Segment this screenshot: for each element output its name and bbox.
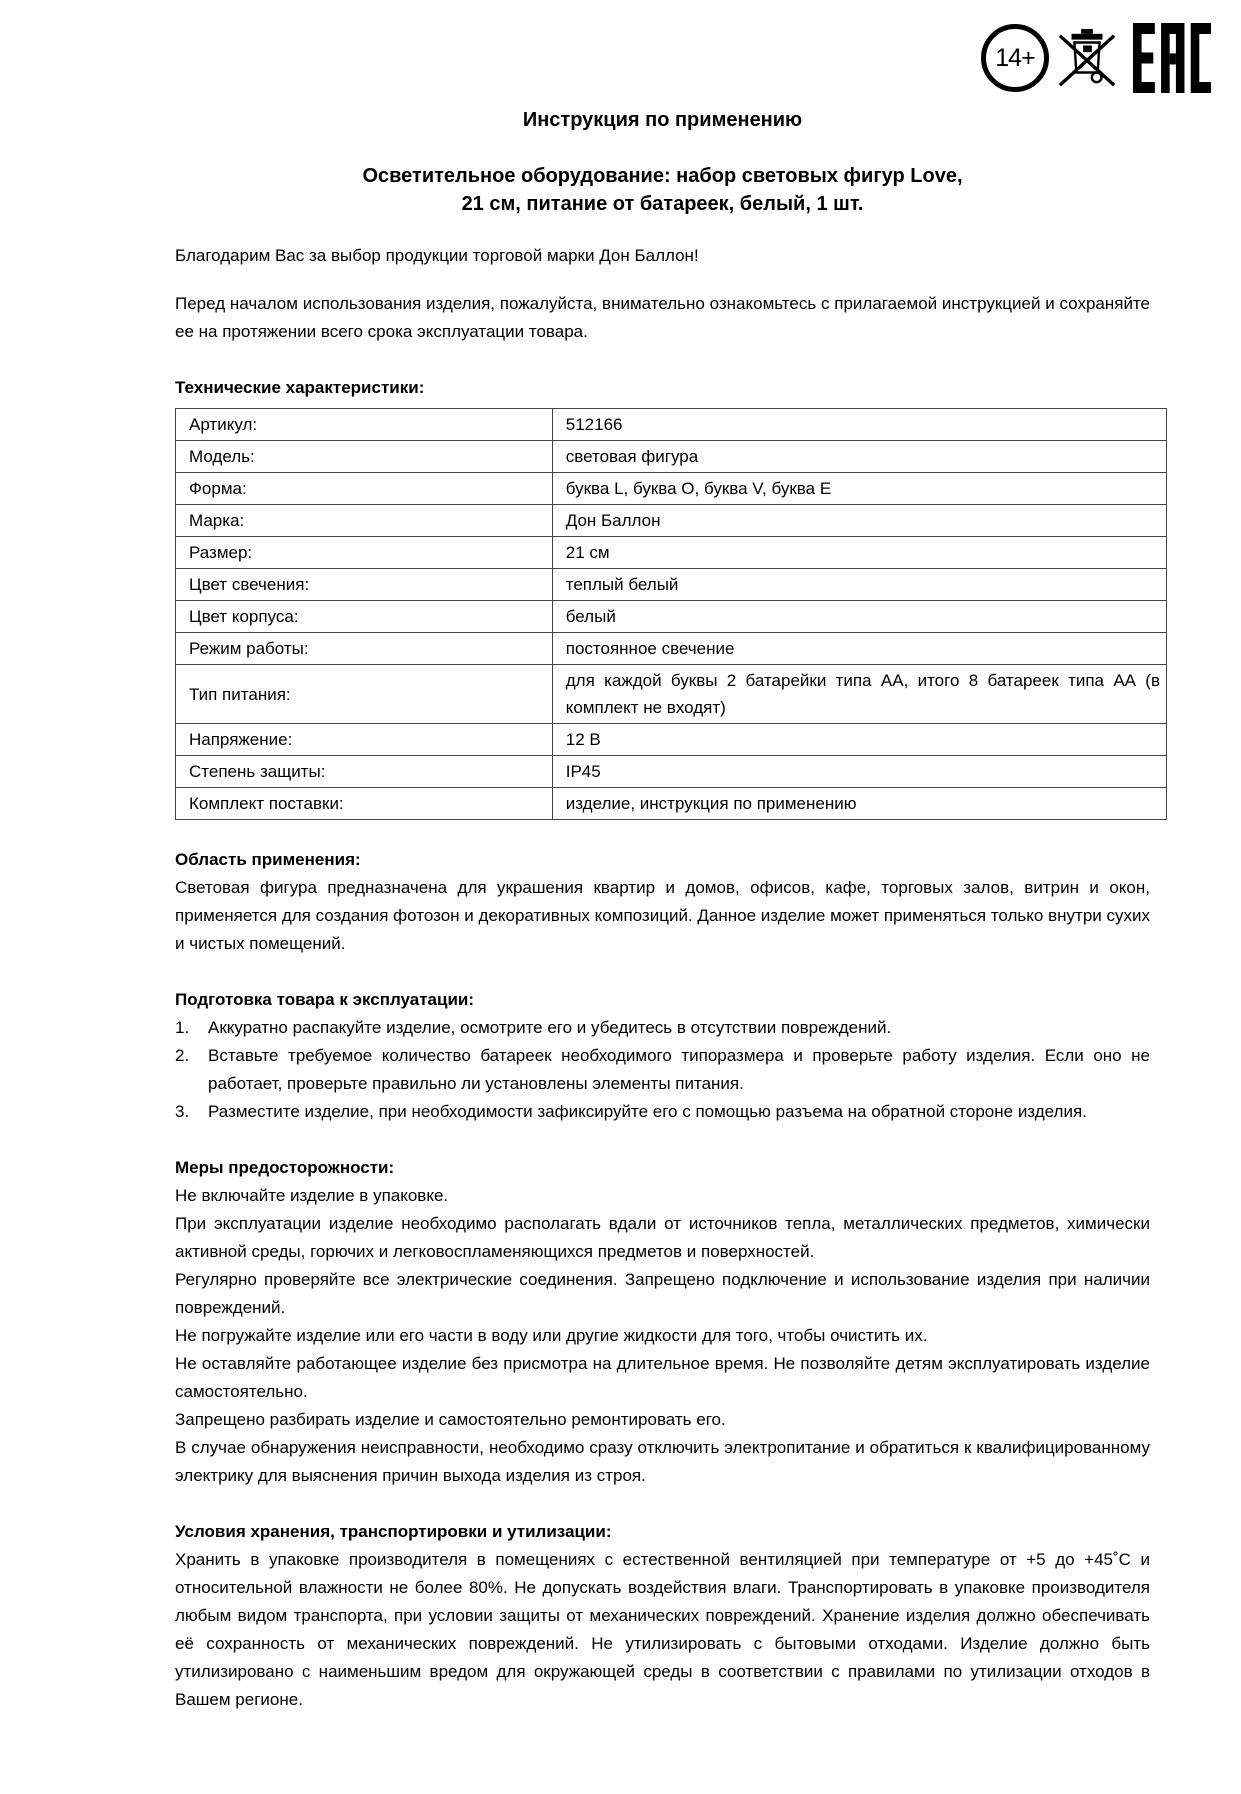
preparation-step	[175, 1042, 1150, 1098]
spec-label: Артикул:	[176, 409, 553, 441]
product-subtitle-line1: Осветительное оборудование: набор световых фигур Love,	[362, 165, 963, 187]
spec-row	[176, 441, 1167, 473]
specs-table	[175, 408, 1167, 820]
spec-label: Модель:	[176, 441, 553, 473]
application-heading: Область применения:	[175, 850, 361, 869]
spec-value: IP45	[552, 756, 1166, 788]
weee-crossed-out-bin-icon	[1057, 26, 1117, 90]
preparation-step	[175, 1014, 1150, 1042]
spec-label: Режим работы:	[176, 633, 553, 665]
thanks-paragraph: Благодарим Вас за выбор продукции торговой марки Дон Баллон!	[175, 246, 699, 265]
storage-heading: Условия хранения, транспортировки и утилизации:	[175, 1522, 612, 1541]
precaution-paragraph: Регулярно проверяйте все электрические соединения. Запрещено подключение и использование изделия при наличии повреждений.	[175, 1270, 1150, 1317]
spec-label: Форма:	[176, 473, 553, 505]
read-notice-paragraph: Перед началом использования изделия, пожалуйста, внимательно ознакомьтесь с прилагаемой инструкцией и сохраняйте ее на протяжении всего срока эксплуатации товара.	[175, 294, 1150, 341]
specs-table-body	[176, 409, 1167, 820]
preparation-step	[175, 1098, 1150, 1126]
spec-value: белый	[552, 601, 1166, 633]
storage-paragraph: Хранить в упаковке производителя в помещениях с естественной вентиляцией при температуре от +5 до +45˚С и относительной влажности не более 80%. Не допускать воздействия влаги. Транспортировать в упаковке производителя любым видом транспорта, при условии защиты от механических повреждений. Хранение изделия должно обеспечивать её сохранность от механических повреждений. Не утилизировать с бытовыми отходами. Изделие должно быть утилизировано с наименьшим вредом для окружающей среды в соответствии с правилами по утилизации отходов в Вашем регионе.	[175, 1550, 1150, 1709]
spec-value: 21 см	[552, 537, 1166, 569]
spec-label: Марка:	[176, 505, 553, 537]
step-text: Вставьте требуемое количество батареек необходимого типоразмера и проверьте работу изделия. Если оно не работает, проверьте правильно ли установлены элементы питания.	[208, 1046, 1150, 1093]
step-number: 3.	[175, 1102, 190, 1121]
spec-row	[176, 569, 1167, 601]
step-text: Разместите изделие, при необходимости зафиксируйте его с помощью разъема на обратной стороне изделия.	[208, 1102, 1087, 1121]
application-paragraph: Световая фигура предназначена для украшения квартир и домов, офисов, кафе, торговых залов, витрин и окон, применяется для создания фотозон и декоративных композиций. Данное изделие может применяться только внутри сухих и чистых помещений.	[175, 878, 1150, 953]
spec-value: 12 В	[552, 724, 1166, 756]
step-number: 1.	[175, 1018, 190, 1037]
spec-value: теплый белый	[552, 569, 1166, 601]
precaution-paragraph: При эксплуатации изделие необходимо располагать вдали от источников тепла, металлических предметов, химически активной среды, горючих и легковоспламеняющихся предметов и поверхностей.	[175, 1214, 1150, 1261]
age-rating-label: 14+	[995, 43, 1035, 72]
precaution-paragraph: Не погружайте изделие или его части в воду или другие жидкости для того, чтобы очистить их.	[175, 1326, 928, 1345]
spec-label: Цвет свечения:	[176, 569, 553, 601]
spec-row	[176, 409, 1167, 441]
spec-row	[176, 537, 1167, 569]
precaution-paragraph: Не включайте изделие в упаковке.	[175, 1186, 449, 1205]
spec-value: буква L, буква O, буква V, буква E	[552, 473, 1166, 505]
spec-row	[176, 665, 1167, 724]
preparation-heading: Подготовка товара к эксплуатации:	[175, 990, 475, 1009]
spec-label: Тип питания:	[176, 665, 553, 724]
spec-label: Размер:	[176, 537, 553, 569]
spec-value: световая фигура	[552, 441, 1166, 473]
spec-label: Степень защиты:	[176, 756, 553, 788]
spec-value: для каждой буквы 2 батарейки типа АА, итого 8 батареек типа АА (в комплект не входят)	[552, 665, 1166, 724]
spec-value: Дон Баллон	[552, 505, 1166, 537]
product-subtitle	[175, 162, 1150, 218]
precautions-paragraphs	[175, 1182, 1150, 1490]
page-title: Инструкция по применению	[522, 109, 803, 131]
spec-label: Комплект поставки:	[176, 788, 553, 820]
certification-marks	[981, 23, 1211, 93]
spec-label: Напряжение:	[176, 724, 553, 756]
spec-value: изделие, инструкция по применению	[552, 788, 1166, 820]
product-subtitle-line2: 21 см, питание от батареек, белый, 1 шт.	[461, 193, 864, 215]
specs-heading: Технические характеристики:	[175, 378, 425, 397]
step-text: Аккуратно распакуйте изделие, осмотрите его и убедитесь в отсутствии повреждений.	[208, 1018, 892, 1037]
precaution-paragraph: Запрещено разбирать изделие и самостоятельно ремонтировать его.	[175, 1410, 726, 1429]
preparation-steps-list	[175, 1014, 1150, 1126]
spec-row	[176, 633, 1167, 665]
precaution-paragraph: В случае обнаружения неисправности, необходимо сразу отключить электропитание и обратиться к квалифицированному электрику для выяснения причин выхода изделия из строя.	[175, 1438, 1150, 1485]
spec-value: 512166	[552, 409, 1166, 441]
precaution-paragraph: Не оставляйте работающее изделие без присмотра на длительное время. Не позволяйте детям эксплуатировать изделие самостоятельно.	[175, 1354, 1150, 1401]
spec-row	[176, 788, 1167, 820]
spec-row	[176, 724, 1167, 756]
spec-row	[176, 473, 1167, 505]
spec-value: постоянное свечение	[552, 633, 1166, 665]
precautions-heading: Меры предосторожности:	[175, 1158, 395, 1177]
eac-conformity-mark-icon	[1133, 23, 1211, 93]
spec-row	[176, 505, 1167, 537]
spec-label: Цвет корпуса:	[176, 601, 553, 633]
age-rating-badge	[981, 24, 1049, 92]
spec-row	[176, 756, 1167, 788]
step-number: 2.	[175, 1046, 190, 1065]
spec-row	[176, 601, 1167, 633]
